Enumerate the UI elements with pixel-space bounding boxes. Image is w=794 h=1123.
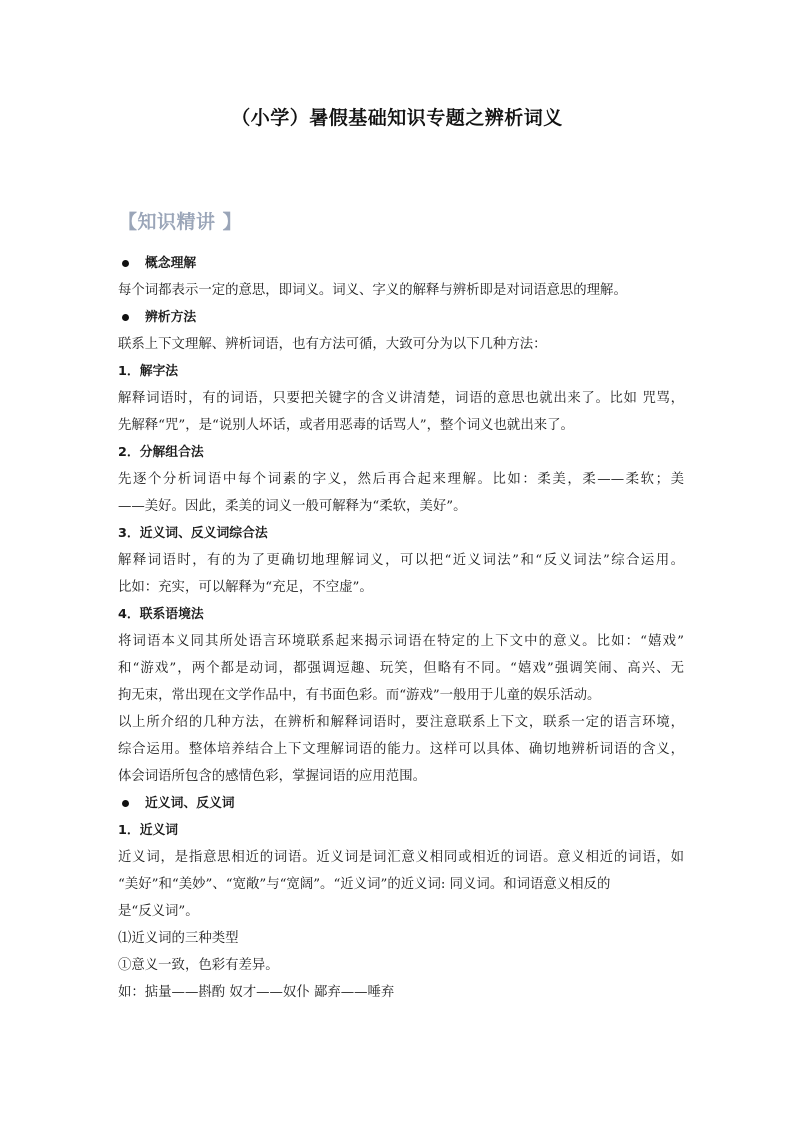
paragraph-line: 和“游戏”，两个都是动词，都强调逗趣、玩笑，但略有不同。“嬉戏”强调笑闹、高兴、无 <box>118 661 684 676</box>
paragraph-line: 先逐个分析词语中每个词素的字义，然后再合起来理解。比如：柔美，柔——柔软；美 <box>118 472 684 487</box>
paragraph-line: ①意义一致，色彩有差异。 <box>118 958 279 973</box>
method-heading: 4．联系语境法 <box>118 607 204 622</box>
paragraph-line: 以上所介绍的几种方法，在辨析和解释词语时，要注意联系上下文，联系一定的语言环境， <box>118 715 684 730</box>
paragraph-line: 先解释“咒”，是“说别人坏话，或者用恶毒的话骂人”，整个词义也就出来了。 <box>118 418 574 433</box>
paragraph-line: 比如：充实，可以解释为“充足，不空虚”。 <box>118 580 373 595</box>
paragraph-line: 联系上下文理解、辨析词语，也有方法可循，大致可分为以下几种方法： <box>118 337 547 352</box>
paragraph-line: 体会词语所包含的感情色彩，掌握词语的应用范围。 <box>118 769 426 784</box>
paragraph-line: 如：掂量——斟酌 奴才——奴仆 鄙弃——唾弃 <box>118 985 395 1000</box>
method-heading: 1．解字法 <box>118 364 179 379</box>
document-body <box>118 250 684 1006</box>
bullet-heading-text: 辨析方法 <box>145 310 197 325</box>
paragraph-line: 将词语本义同其所处语言环境联系起来揭示词语在特定的上下文中的意义。比如：“嬉戏” <box>118 634 684 649</box>
paragraph-line: 每个词都表示一定的意思，即词义。词义、字义的解释与辨析即是对词语意思的理解。 <box>118 283 627 298</box>
page-title: （小学）暑假基础知识专题之辨析词义 <box>231 107 563 129</box>
bullet-dot-icon <box>122 314 129 321</box>
paragraph-line: 近义词，是指意思相近的词语。近义词是词汇意义相同或相近的词语。意义相近的词语，如 <box>118 850 684 865</box>
paragraph-line: 拘无束，常出现在文学作品中，有书面色彩。而“游戏”一般用于儿童的娱乐活动。 <box>118 688 601 703</box>
bullet-heading-text: 概念理解 <box>145 256 197 271</box>
bullet-dot-icon <box>122 260 129 267</box>
bullet-heading-text: 近义词、反义词 <box>145 796 235 811</box>
paragraph-line: 解释词语时，有的为了更确切地理解词义，可以把“近义词法”和“反义词法”综合运用。 <box>118 553 684 568</box>
method-heading: 2．分解组合法 <box>118 445 204 460</box>
bullet-heading <box>118 250 684 277</box>
method-heading: 3．近义词、反义词综合法 <box>118 526 268 541</box>
paragraph-line: 综合运用。整体培养结合上下文理解词语的能力。这样可以具体、确切地辨析词语的含义， <box>118 742 684 757</box>
section-header: 【知识精讲 】 <box>118 211 243 233</box>
paragraph-line: 解释词语时，有的词语，只要把关键字的含义讲清楚，词语的意思也就出来了。比如 咒骂， <box>118 391 684 406</box>
paragraph-line: 是“反义词”。 <box>118 904 199 919</box>
paragraph-line: ——美好。因此，柔美的词义一般可解释为“柔软，美好”。 <box>118 499 467 514</box>
bullet-heading <box>118 304 684 331</box>
paragraph-line: ⑴近义词的三种类型 <box>118 931 239 946</box>
bullet-heading <box>118 790 684 817</box>
bullet-dot-icon <box>122 800 129 807</box>
method-heading: 1．近义词 <box>118 823 179 838</box>
paragraph-line: “美好”和“美妙”、“宽敞”与“宽阔”。“近义词”的近义词: 同义词。和词语意义相反的 <box>118 877 611 892</box>
